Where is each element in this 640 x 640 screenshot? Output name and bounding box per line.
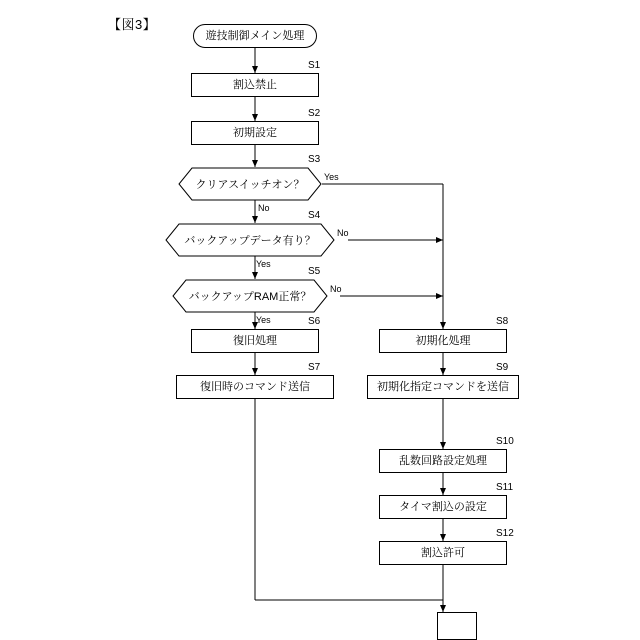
node-s12: 割込許可	[379, 541, 507, 565]
edge-label-s5-no: No	[330, 284, 342, 294]
node-s3-label: クリアスイッチオン？	[195, 179, 305, 191]
node-s5-label: バックアップRAM正常？	[188, 291, 312, 303]
node-s9: 初期化指定コマンドを送信	[367, 375, 519, 399]
node-s4	[165, 223, 335, 257]
edge-label-s3-no: No	[258, 203, 270, 213]
step-label-s6: S6	[308, 316, 321, 327]
node-start: 遊技制御メイン処理	[193, 24, 317, 48]
node-s7: 復旧時のコマンド送信	[176, 375, 334, 399]
edge-label-s4-yes: Yes	[256, 259, 271, 269]
step-label-s12: S12	[496, 528, 514, 539]
step-label-s11: S11	[496, 482, 514, 493]
step-label-s5: S5	[308, 266, 321, 277]
node-s5	[172, 279, 328, 313]
step-label-s1: S1	[308, 60, 321, 71]
step-label-s4: S4	[308, 210, 321, 221]
node-s10: 乱数回路設定処理	[379, 449, 507, 473]
node-s6: 復旧処理	[191, 329, 319, 353]
node-loop-continuation	[437, 612, 477, 640]
node-s4-label: バックアップデータ有り？	[184, 235, 316, 247]
edge-label-s3-yes: Yes	[324, 172, 339, 182]
node-s3	[178, 167, 322, 201]
node-s1: 割込禁止	[191, 73, 319, 97]
node-s8: 初期化処理	[379, 329, 507, 353]
node-s11: タイマ割込の設定	[379, 495, 507, 519]
step-label-s2: S2	[308, 108, 321, 119]
step-label-s7: S7	[308, 362, 321, 373]
node-s2: 初期設定	[191, 121, 319, 145]
figure-label: 【図3】	[108, 17, 157, 32]
step-label-s10: S10	[496, 436, 514, 447]
edge-label-s5-yes: Yes	[256, 315, 271, 325]
edge-label-s4-no: No	[337, 228, 349, 238]
step-label-s3: S3	[308, 154, 321, 165]
step-label-s9: S9	[496, 362, 509, 373]
step-label-s8: S8	[496, 316, 509, 327]
